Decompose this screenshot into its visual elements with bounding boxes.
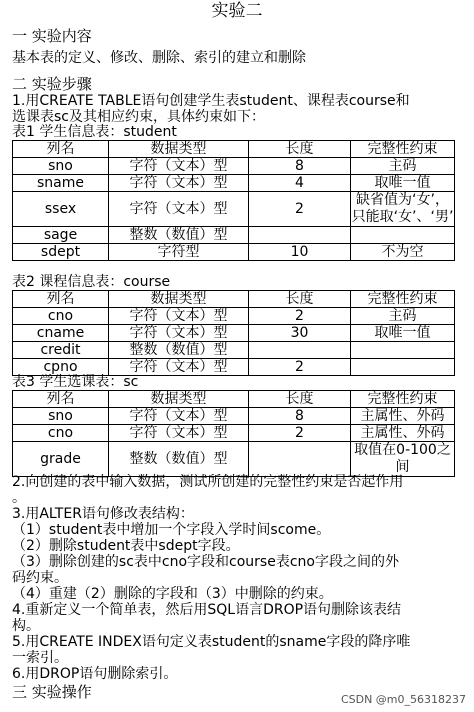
step4-line1: 4.重新定义一个简单表，然后用SQL语言DROP语句删除该表结	[12, 602, 402, 618]
section3-heading: 三 实验操作	[12, 683, 92, 701]
table-cell: 主码	[351, 308, 455, 325]
table-row	[13, 359, 455, 376]
table-row	[13, 192, 455, 227]
table2-caption: 表2 课程信息表：course	[12, 274, 171, 290]
table-cell: 整数（数值）型	[109, 227, 249, 244]
step3-item1: （1）student表中增加一个字段入学时间scome。	[12, 522, 331, 538]
table-cell: cno	[13, 308, 109, 325]
header-cell: 数据类型	[109, 291, 249, 308]
table-cell: 不为空	[351, 244, 455, 261]
table-cell: 字符（文本）型	[109, 359, 249, 376]
table-cell: grade	[13, 442, 109, 477]
step1-line1: 1.用CREATE TABLE语句创建学生表student、课程表course和	[12, 93, 410, 109]
table-cell: 缺省值为‘女’，只能取‘女’、‘男’	[351, 192, 454, 225]
table-row	[13, 408, 455, 425]
document-title: 实验二	[211, 1, 263, 21]
step4-line2: 构。	[12, 618, 40, 634]
table-cell	[249, 227, 351, 244]
table-cell: 2	[249, 425, 351, 442]
table2	[12, 290, 455, 376]
header-cell: 列名	[13, 141, 109, 158]
step3-item3-line1: （3）删除创建的sc表中cno字段和course表cno字段之间的外	[12, 554, 399, 570]
step5-line2: 一索引。	[12, 650, 68, 666]
step2-line2: 。	[12, 490, 26, 506]
table-cell: 取唯一值	[351, 175, 455, 192]
table1-caption: 表1 学生信息表：student	[12, 124, 177, 140]
step1-line2: 选课表sc及其相应约束，具体约束如下：	[12, 109, 265, 125]
table-cell: 字符（文本）型	[109, 325, 249, 342]
table3-caption: 表3 学生选课表：sc	[12, 374, 139, 390]
table-header-row	[13, 141, 455, 158]
table-cell: 主属性、外码	[351, 408, 455, 425]
table-cell: sname	[13, 175, 109, 192]
header-cell: 完整性约束	[351, 391, 455, 408]
table-cell: 字符（文本）型	[109, 158, 249, 175]
table-cell: 字符（文本）型	[109, 408, 249, 425]
table-cell: 取值在0-100之间	[351, 442, 455, 477]
header-cell: 长度	[249, 391, 351, 408]
table-cell: sdept	[13, 244, 109, 261]
table-row	[13, 175, 455, 192]
table-row	[13, 425, 455, 442]
table-cell: 整数（数值）型	[109, 342, 249, 359]
table-row	[13, 325, 455, 342]
header-cell: 长度	[249, 291, 351, 308]
step3-item3-line2: 码约束。	[12, 570, 68, 586]
section1-heading: 一 实验内容	[12, 27, 92, 45]
section1-body: 基本表的定义、修改、删除、索引的建立和删除	[12, 50, 306, 66]
table-cell: 字符（文本）型	[109, 425, 249, 442]
table-row	[13, 158, 455, 175]
table-row	[13, 227, 455, 244]
table-header-row	[13, 291, 455, 308]
table-cell: 字符（文本）型	[109, 308, 249, 325]
table-cell: 整数（数值）型	[109, 442, 249, 477]
table-cell: 主属性、外码	[351, 425, 455, 442]
table-cell: ssex	[13, 192, 109, 227]
table-cell	[351, 227, 455, 244]
table-row	[13, 342, 455, 359]
table-cell: 10	[249, 244, 351, 261]
table-cell: 4	[249, 175, 351, 192]
step3-item2: （2）删除student表中sdept字段。	[12, 538, 240, 554]
header-cell: 数据类型	[109, 391, 249, 408]
table-cell: 2	[249, 308, 351, 325]
table-cell: 30	[249, 325, 351, 342]
table-cell: cpno	[13, 359, 109, 376]
header-cell: 列名	[13, 291, 109, 308]
table-cell	[351, 359, 455, 376]
table-cell: 2	[249, 359, 351, 376]
header-cell: 数据类型	[109, 141, 249, 158]
watermark: CSDN @m0_56318237	[340, 693, 466, 706]
step3-item4: （4）重建（2）删除的字段和（3）中删除的约束。	[12, 586, 333, 602]
table-cell: 2	[249, 192, 351, 227]
header-cell: 完整性约束	[351, 141, 455, 158]
table-row	[13, 308, 455, 325]
table-cell: 主码	[351, 158, 455, 175]
table-row	[13, 442, 455, 477]
table-header-row	[13, 391, 455, 408]
table-cell	[249, 342, 351, 359]
table-cell	[249, 442, 351, 477]
table3	[12, 390, 455, 477]
table-cell: sno	[13, 158, 109, 175]
table-cell: 字符（文本）型	[109, 192, 249, 227]
table-cell: 取唯一值	[351, 325, 455, 342]
step6-line: 6.用DROP语句删除索引。	[12, 666, 178, 682]
step5-line1: 5.用CREATE INDEX语句定义表student的sname字段的降序唯	[12, 634, 411, 650]
step3-heading: 3.用ALTER语句修改表结构：	[12, 506, 194, 522]
table-cell: sage	[13, 227, 109, 244]
table-cell: 8	[249, 408, 351, 425]
table-cell: cno	[13, 425, 109, 442]
header-cell: 完整性约束	[351, 291, 455, 308]
header-cell: 长度	[249, 141, 351, 158]
table-cell	[351, 342, 455, 359]
table-cell: cname	[13, 325, 109, 342]
table1	[12, 140, 455, 261]
table-cell: 8	[249, 158, 351, 175]
table-cell: sno	[13, 408, 109, 425]
header-cell: 列名	[13, 391, 109, 408]
step2-line1: 2.向创建的表中输入数据，测试所创建的完整性约束是否起作用	[12, 474, 404, 490]
section2-heading: 二 实验步骤	[12, 75, 92, 93]
table-cell: 字符型	[109, 244, 249, 261]
table-cell: credit	[13, 342, 109, 359]
table-row	[13, 244, 455, 261]
table-cell: 字符（文本）型	[109, 175, 249, 192]
